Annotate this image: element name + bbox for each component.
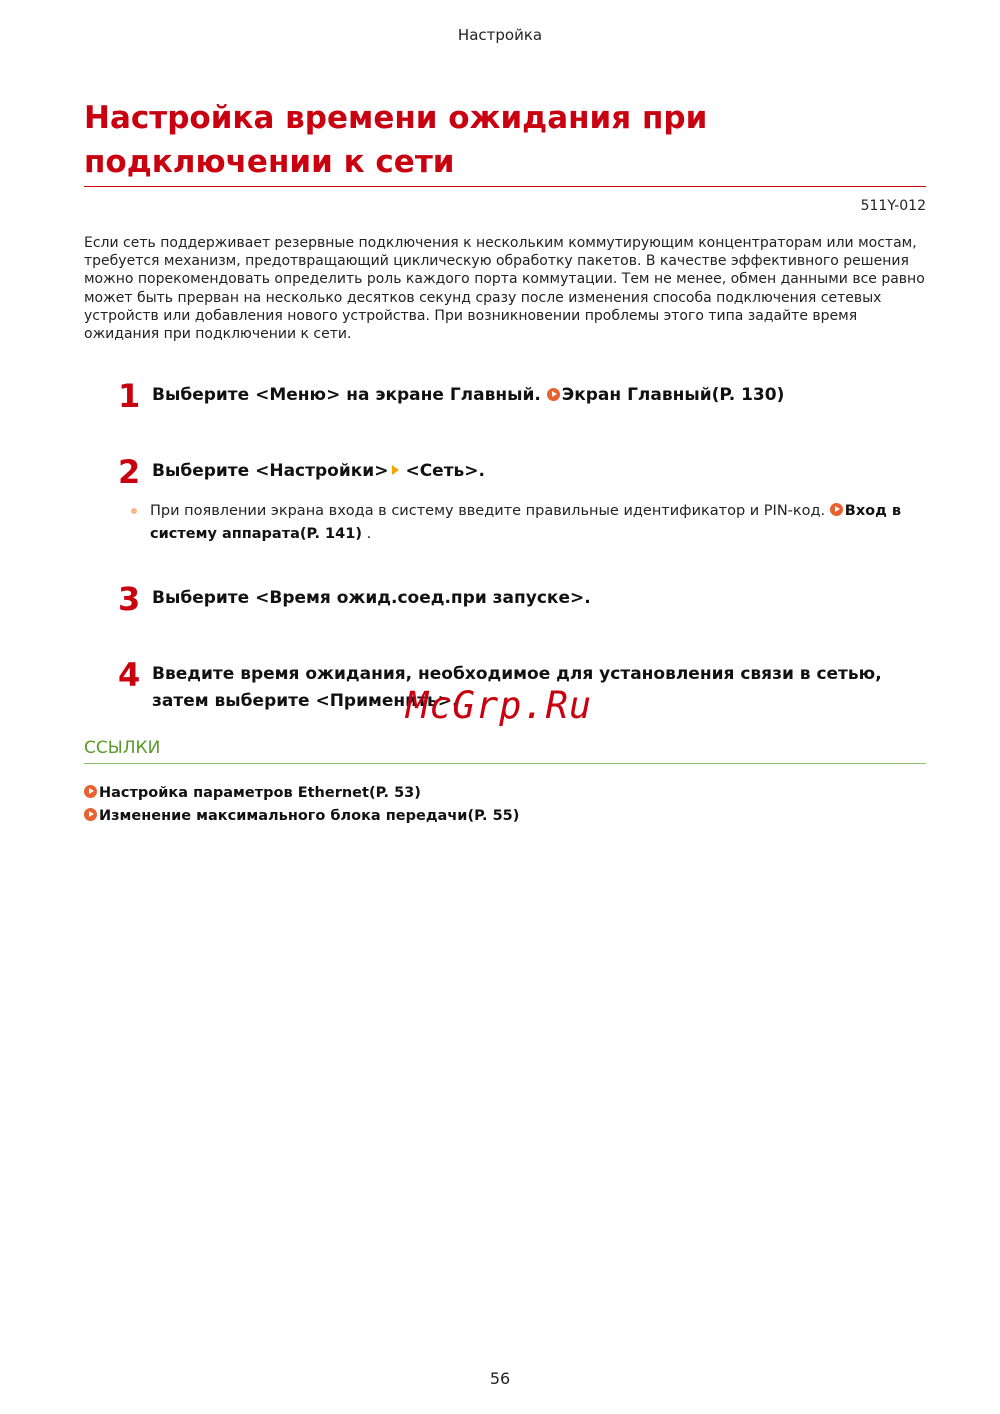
step-number: 4: [118, 656, 141, 694]
bullet-icon: [131, 508, 137, 514]
link-text: Экран Главный(P. 130): [561, 385, 785, 405]
link-text: Настройка параметров Ethernet(P. 53): [99, 785, 421, 801]
link-text: Вход в систему аппарата(P. 141): [150, 503, 902, 542]
step-text: Выберите <Время ожид.соед.при запуске>.: [152, 588, 591, 608]
step-number: 3: [118, 580, 141, 618]
section-label: Настройка: [457, 26, 543, 44]
step-number: 2: [118, 453, 141, 491]
step-text: Введите время ожидания, необходимое для установления связи в сетью, затем выберите <Применить>.: [152, 664, 882, 711]
link-arrow-icon: [84, 808, 97, 821]
intro-paragraph: Если сеть поддерживает резервные подключения к нескольким коммутирующим концентраторам или мостам, требуется механизм, предотвращающий циклическую обработку пакетов. В качестве эффективного решения можно порекомендовать определить роль каждого порта коммутации. Тем не менее, обмен данными все равно может быть прерван на несколько десятков секунд сразу после изменения способа подключения сетевых устройств или добавления нового устройства. При возникновении проблемы этого типа задайте время ожидания при подключении к сети.: [84, 235, 925, 343]
link-arrow-icon: [830, 503, 843, 516]
reference-link-ethernet[interactable]: [84, 785, 421, 801]
page-number: 56: [489, 1369, 511, 1388]
link-arrow-icon: [84, 785, 97, 798]
title-divider: [84, 186, 926, 187]
link-text: Изменение максимального блока передачи(P. 55): [99, 808, 520, 824]
step-text: Выберите <Настройки>: [152, 461, 389, 481]
step-2-note: [150, 500, 910, 546]
step-text: Выберите <Меню> на экране Главный.: [152, 385, 541, 405]
note-text: При появлении экрана входа в систему введите правильные идентификатор и PIN-код.: [150, 503, 826, 519]
note-tail: .: [366, 526, 372, 542]
home-screen-link[interactable]: [547, 385, 785, 405]
references-divider: [84, 763, 926, 764]
document-id: 511Y-012: [860, 198, 926, 214]
watermark: McGrp.Ru: [406, 684, 593, 727]
step-text-continued: <Сеть>.: [405, 461, 486, 481]
references-heading: ССЫЛКИ: [84, 738, 161, 758]
page-title: Настройка времени ожидания при подключении к сети: [84, 100, 708, 180]
step-number: 1: [118, 377, 141, 415]
link-arrow-icon: [547, 388, 560, 401]
menu-arrow-icon: [392, 465, 399, 475]
reference-link-mtu[interactable]: [84, 808, 519, 824]
